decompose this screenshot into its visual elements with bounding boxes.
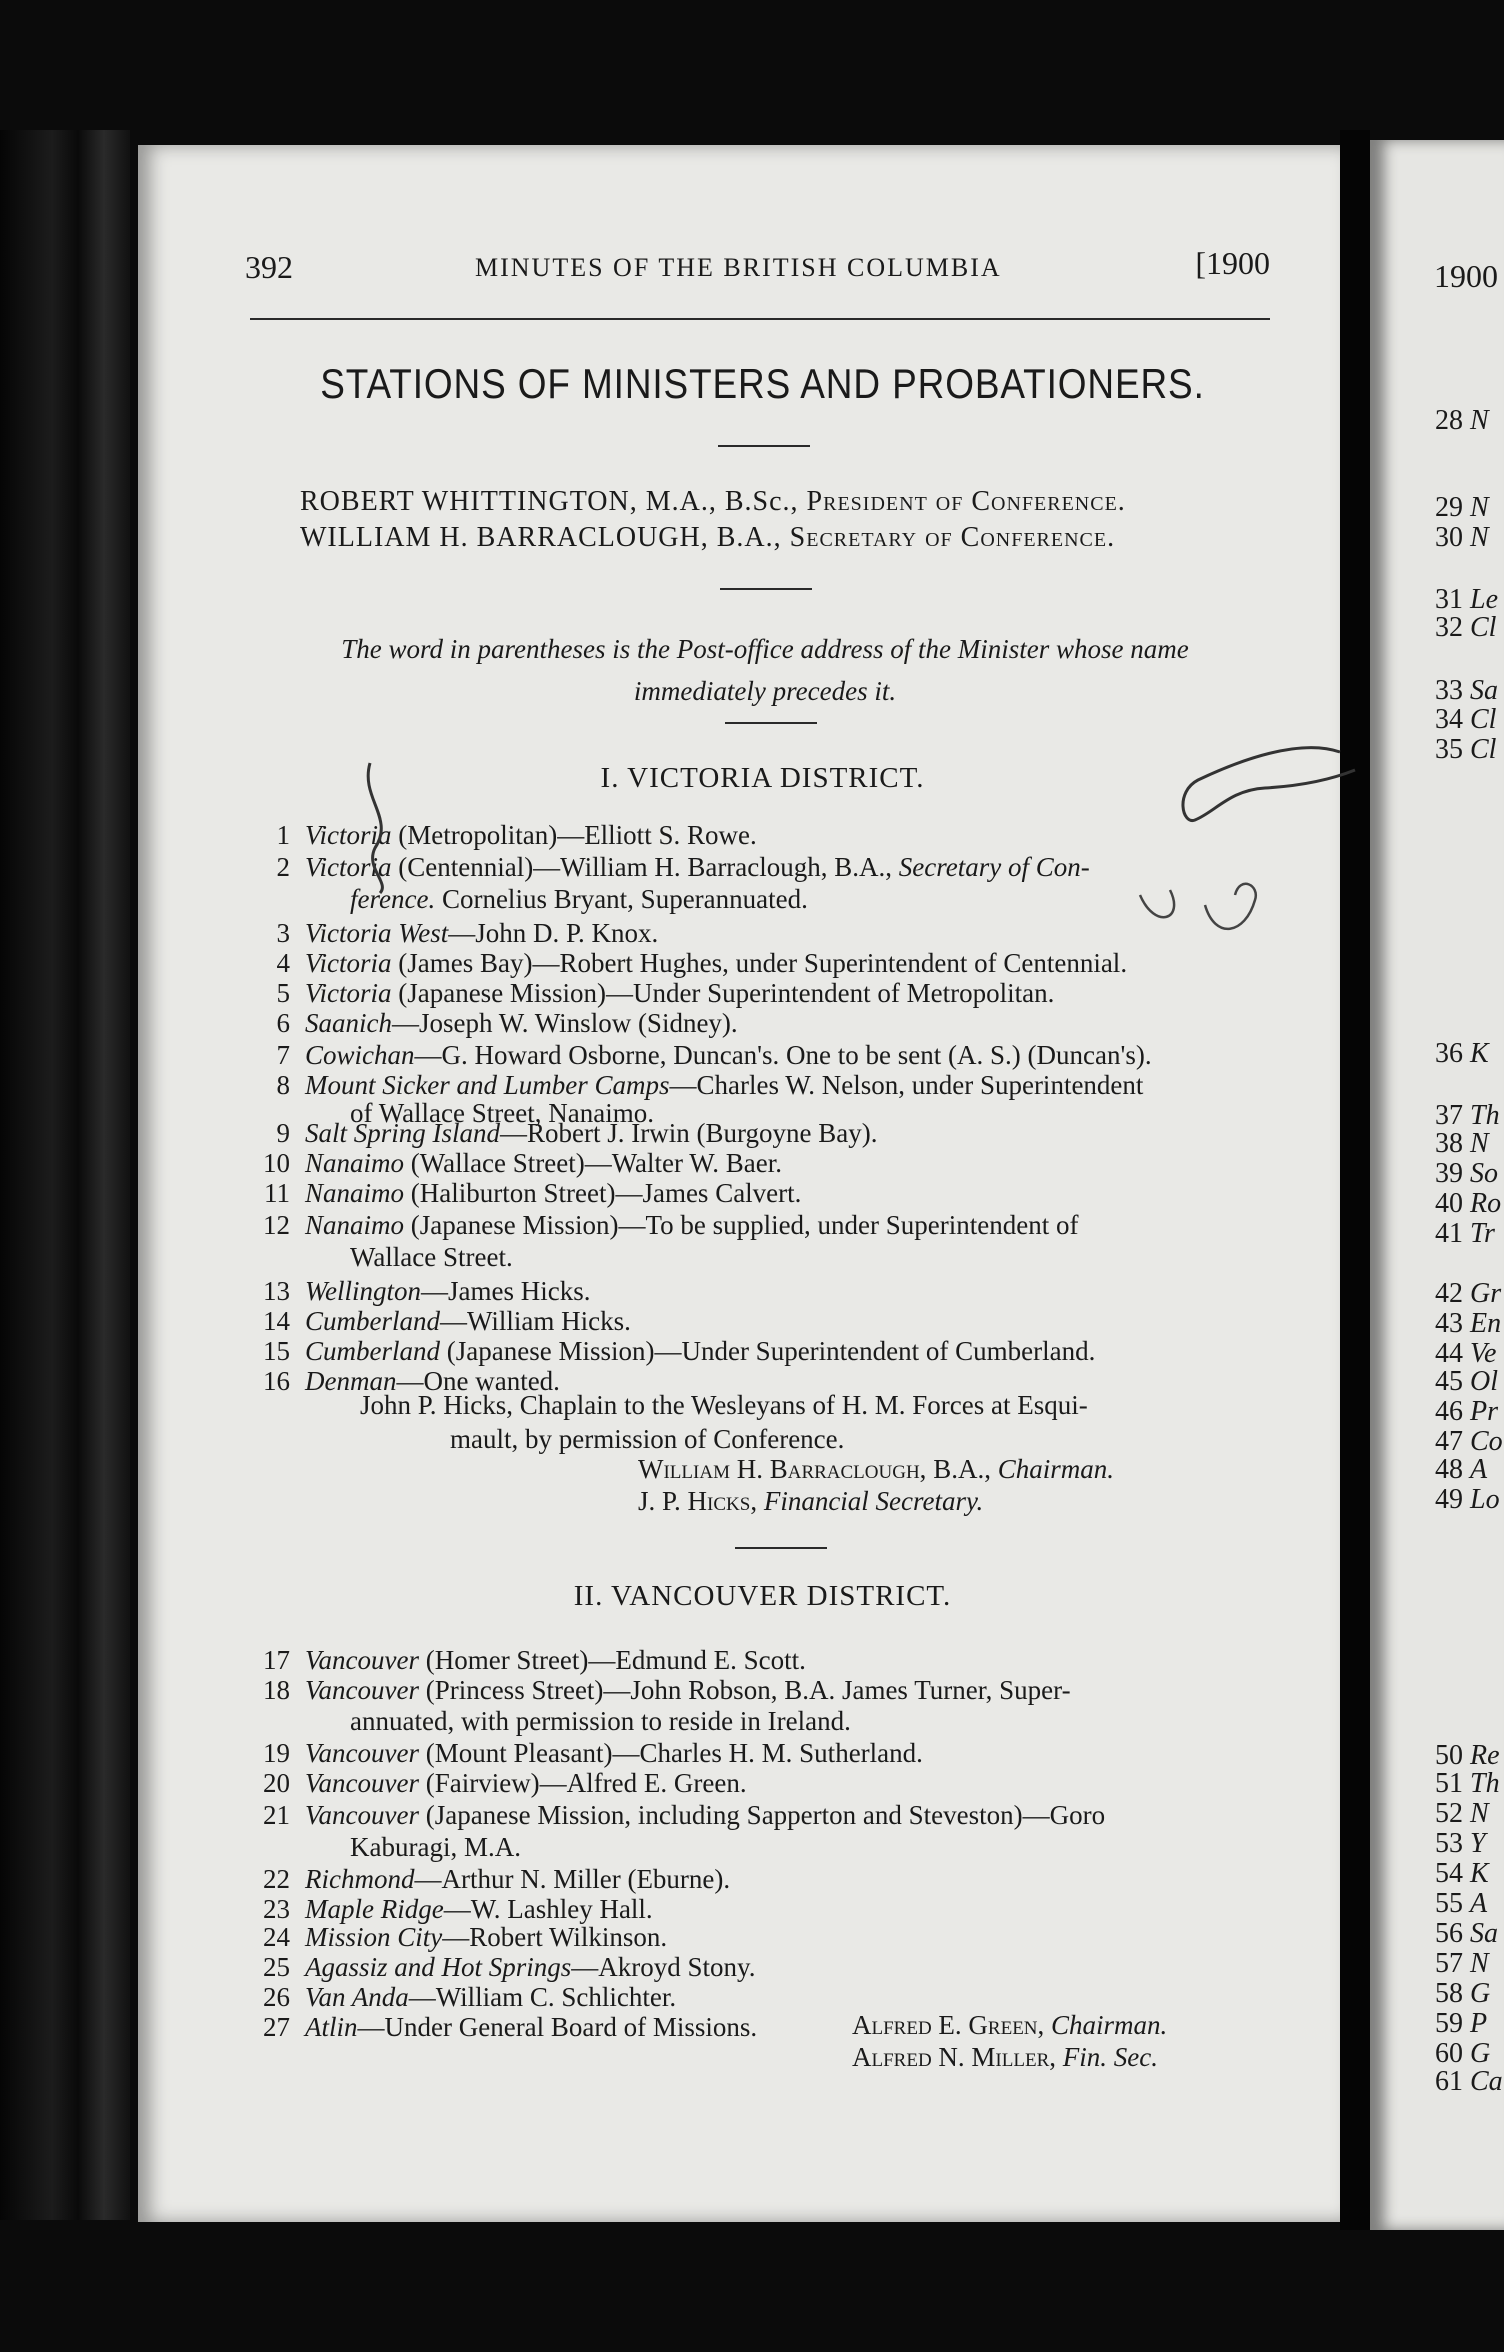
right-line-text: Pr bbox=[1470, 1396, 1498, 1427]
station-place: Cowichan bbox=[305, 1040, 415, 1070]
right-page-line bbox=[1435, 1278, 1501, 1310]
station-details: (Wallace Street)—Walter W. Baer. bbox=[404, 1148, 783, 1178]
station-details: —Robert Wilkinson. bbox=[442, 1922, 668, 1952]
divider-rule bbox=[718, 445, 810, 447]
right-line-text: Y bbox=[1470, 1828, 1486, 1859]
station-details: (Japanese Mission)—Under Superintendent of Cumberland. bbox=[440, 1336, 1096, 1366]
right-page-line bbox=[1435, 492, 1489, 524]
ink-scribble-mark bbox=[1135, 880, 1265, 960]
station-details: —W. Lashley Hall. bbox=[443, 1894, 653, 1924]
continuation-text: Kaburagi, M.A. bbox=[350, 1832, 521, 1862]
right-line-number: 34 bbox=[1435, 704, 1463, 735]
station-place: Van Anda bbox=[305, 1982, 409, 2012]
right-line-text: N bbox=[1470, 492, 1489, 523]
station-details: (Centennial)—William H. Barraclough, B.A., bbox=[391, 852, 899, 882]
right-line-number: 29 bbox=[1435, 492, 1463, 523]
station-text bbox=[305, 1306, 1305, 1336]
station-number: 15 bbox=[263, 1336, 290, 1366]
right-page-line bbox=[1435, 1768, 1500, 1800]
right-line-number: 31 bbox=[1435, 584, 1463, 615]
station-continuation bbox=[350, 1706, 851, 1736]
officer-secretary bbox=[300, 522, 1115, 554]
station-place: Vancouver bbox=[305, 1738, 419, 1768]
right-line-number: 35 bbox=[1435, 734, 1463, 765]
station-place: Richmond bbox=[305, 1864, 415, 1894]
station-details: (Japanese Mission)—Under Superintendent of Metropolitan. bbox=[391, 978, 1055, 1008]
station-text bbox=[305, 1800, 1305, 1830]
divider-rule bbox=[720, 588, 812, 590]
station-continuation bbox=[350, 1242, 513, 1272]
station-text bbox=[305, 1070, 1305, 1100]
station-number: 26 bbox=[263, 1982, 290, 2012]
station-details: —Robert J. Irwin (Burgoyne Bay). bbox=[500, 1118, 878, 1148]
address-note bbox=[255, 628, 1275, 712]
station-number: 17 bbox=[263, 1645, 290, 1675]
station-details: —Under General Board of Missions. bbox=[357, 2012, 758, 2042]
financial-secretary-signature bbox=[638, 1486, 983, 1517]
station-place: Cumberland bbox=[305, 1336, 440, 1366]
station-place: Victoria bbox=[305, 948, 392, 978]
right-line-text: Tr bbox=[1470, 1218, 1495, 1249]
station-text bbox=[305, 1118, 1305, 1148]
station-text bbox=[305, 1738, 1305, 1768]
right-line-text: En bbox=[1470, 1308, 1502, 1339]
station-text bbox=[305, 1336, 1305, 1366]
right-page-line bbox=[1435, 1038, 1489, 1070]
station-place: Wellington bbox=[305, 1276, 422, 1306]
station-text bbox=[305, 1178, 1305, 1208]
right-page-line bbox=[1435, 1828, 1486, 1860]
station-text bbox=[305, 1210, 1305, 1240]
right-line-text: Cl bbox=[1470, 734, 1497, 765]
right-page-line bbox=[1435, 1128, 1489, 1160]
right-line-number: 28 bbox=[1435, 405, 1463, 436]
station-number: 23 bbox=[263, 1894, 290, 1924]
station-text bbox=[305, 1148, 1305, 1178]
right-line-number: 57 bbox=[1435, 1948, 1463, 1979]
chaplain-note: John P. Hicks, Chaplain to the Wesleyans of H. M. Forces at Esqui- bbox=[360, 1390, 1088, 1420]
right-line-number: 59 bbox=[1435, 2008, 1463, 2039]
chairman-name: William H. Barraclough, bbox=[638, 1454, 927, 1484]
station-number: 7 bbox=[276, 1040, 290, 1070]
note-line: The word in parentheses is the Post-office address of the Minister whose name bbox=[341, 634, 1189, 664]
station-text bbox=[305, 1864, 1305, 1894]
right-page-line bbox=[1435, 1366, 1498, 1398]
right-page-header: 1900 bbox=[1434, 258, 1498, 294]
right-line-number: 43 bbox=[1435, 1308, 1463, 1339]
station-number: 8 bbox=[276, 1070, 290, 1100]
station-place: Saanich bbox=[305, 1008, 392, 1038]
station-number: 11 bbox=[264, 1178, 290, 1208]
right-line-text: A bbox=[1470, 1888, 1488, 1919]
officer-name: WILLIAM H. BARRACLOUGH, B.A., bbox=[300, 522, 782, 553]
right-page-line bbox=[1435, 675, 1498, 707]
right-line-text: G bbox=[1470, 1978, 1491, 2009]
continuation-text: Wallace Street. bbox=[350, 1242, 513, 1272]
station-place: Victoria bbox=[305, 852, 392, 882]
station-text bbox=[305, 1008, 1305, 1038]
station-number: 12 bbox=[263, 1210, 290, 1240]
continuation-text: annuated, with permission to reside in Ireland. bbox=[350, 1706, 851, 1736]
book-edge bbox=[0, 130, 130, 2220]
station-text bbox=[305, 1982, 1305, 2012]
right-page-line bbox=[1435, 612, 1496, 644]
page-title: STATIONS OF MINISTERS AND PROBATIONERS. bbox=[320, 360, 1205, 407]
right-line-number: 58 bbox=[1435, 1978, 1463, 2009]
right-line-text: Ve bbox=[1470, 1338, 1497, 1369]
right-page-line bbox=[1435, 704, 1496, 736]
right-page-line bbox=[1435, 2008, 1487, 2040]
right-line-number: 46 bbox=[1435, 1396, 1463, 1427]
station-number: 13 bbox=[263, 1276, 290, 1306]
right-page-line bbox=[1435, 1158, 1498, 1190]
station-details: (Fairview)—Alfred E. Green. bbox=[418, 1768, 747, 1798]
station-place: Cumberland bbox=[305, 1306, 440, 1336]
divider-rule bbox=[725, 722, 817, 724]
station-details: (Homer Street)—Edmund E. Scott. bbox=[418, 1645, 806, 1675]
right-page-line bbox=[1435, 1798, 1489, 1830]
right-line-text: Sa bbox=[1470, 675, 1498, 706]
right-line-text: Re bbox=[1470, 1740, 1500, 1771]
station-place: Vancouver bbox=[305, 1800, 419, 1830]
station-place: Mission City bbox=[305, 1922, 443, 1952]
station-number: 27 bbox=[263, 2012, 290, 2042]
right-line-text: Ol bbox=[1470, 1366, 1498, 1397]
right-line-number: 39 bbox=[1435, 1158, 1463, 1189]
right-line-text: Co bbox=[1470, 1426, 1503, 1457]
victoria-district-heading: I. VICTORIA DISTRICT. bbox=[600, 762, 925, 794]
right-page-line bbox=[1435, 1188, 1501, 1220]
right-line-number: 60 bbox=[1435, 2038, 1463, 2069]
right-line-text: G bbox=[1470, 2038, 1491, 2069]
station-place: Nanaimo bbox=[305, 1210, 405, 1240]
station-place: Nanaimo bbox=[305, 1148, 405, 1178]
chairman-signature bbox=[638, 1454, 1114, 1485]
ink-scribble-mark bbox=[1170, 740, 1360, 850]
station-text bbox=[305, 1040, 1305, 1070]
right-line-number: 44 bbox=[1435, 1338, 1463, 1369]
book-gutter bbox=[1340, 130, 1370, 2230]
station-details: (Haliburton Street)—James Calvert. bbox=[404, 1178, 802, 1208]
station-details-italic: Secretary of Con- bbox=[898, 852, 1090, 882]
station-details: (James Bay)—Robert Hughes, under Superintendent of Centennial. bbox=[391, 948, 1128, 978]
right-line-number: 55 bbox=[1435, 1888, 1463, 1919]
chairman-title: Chairman. bbox=[997, 1454, 1114, 1484]
right-page-line bbox=[1435, 1454, 1487, 1486]
note-line: immediately precedes it. bbox=[633, 676, 897, 706]
right-line-number: 50 bbox=[1435, 1740, 1463, 1771]
station-place: Mount Sicker and Lumber Camps bbox=[305, 1070, 670, 1100]
station-place: Maple Ridge bbox=[305, 1894, 444, 1924]
vancouver-district-heading: II. VANCOUVER DISTRICT. bbox=[573, 1580, 952, 1612]
station-place: Vancouver bbox=[305, 1645, 419, 1675]
station-number: 5 bbox=[276, 978, 290, 1008]
station-details: —Arthur N. Miller (Eburne). bbox=[414, 1864, 731, 1894]
right-line-number: 37 bbox=[1435, 1100, 1463, 1131]
running-title: MINUTES OF THE BRITISH COLUMBIA bbox=[475, 253, 1002, 282]
right-line-text: So bbox=[1470, 1158, 1498, 1189]
right-line-text: N bbox=[1470, 1128, 1489, 1159]
fin-title: Fin. Sec. bbox=[1062, 2042, 1158, 2072]
right-line-number: 32 bbox=[1435, 612, 1463, 643]
continuation-italic: ference. bbox=[350, 884, 436, 914]
right-page-line bbox=[1435, 522, 1489, 554]
right-line-number: 36 bbox=[1435, 1038, 1463, 1069]
station-number: 16 bbox=[263, 1366, 290, 1396]
station-text bbox=[305, 1645, 1305, 1675]
right-line-text: N bbox=[1470, 1798, 1489, 1829]
continuation-text: Cornelius Bryant, Superannuated. bbox=[435, 884, 808, 914]
station-details: (Princess Street)—John Robson, B.A. James Turner, Super- bbox=[418, 1675, 1071, 1705]
right-line-text: K bbox=[1470, 1038, 1489, 1069]
station-place: Victoria bbox=[305, 978, 392, 1008]
right-page-line bbox=[1435, 1918, 1498, 1950]
right-line-text: Le bbox=[1470, 584, 1498, 615]
station-number: 22 bbox=[263, 1864, 290, 1894]
station-text bbox=[305, 852, 1305, 882]
right-line-number: 33 bbox=[1435, 675, 1463, 706]
right-page-line bbox=[1435, 1888, 1487, 1920]
right-line-number: 56 bbox=[1435, 1918, 1463, 1949]
right-line-text: N bbox=[1470, 522, 1489, 553]
officer-office: President of Conference. bbox=[806, 486, 1126, 517]
right-page-line bbox=[1435, 1484, 1500, 1516]
vancouver-chairman-signature bbox=[852, 2010, 1167, 2041]
right-page-line bbox=[1435, 1308, 1501, 1340]
station-number: 10 bbox=[263, 1148, 290, 1178]
station-details: —William Hicks. bbox=[440, 1306, 631, 1336]
right-line-text: Cl bbox=[1470, 612, 1497, 643]
station-number: 19 bbox=[263, 1738, 290, 1768]
right-line-number: 53 bbox=[1435, 1828, 1463, 1859]
station-details: —One wanted. bbox=[396, 1366, 560, 1396]
right-line-text: Th bbox=[1470, 1768, 1500, 1799]
right-line-text: Sa bbox=[1470, 1918, 1498, 1949]
station-text bbox=[305, 820, 1305, 850]
page-number: 392 bbox=[245, 249, 293, 285]
station-number: 1 bbox=[276, 820, 290, 850]
station-place: Victoria bbox=[305, 820, 392, 850]
right-line-text: P bbox=[1470, 2008, 1488, 2039]
right-line-text: Ro bbox=[1470, 1188, 1502, 1219]
station-number: 14 bbox=[263, 1306, 290, 1336]
ink-scribble-mark bbox=[340, 758, 420, 898]
station-details: —James Hicks. bbox=[421, 1276, 591, 1306]
right-line-number: 30 bbox=[1435, 522, 1463, 553]
station-text bbox=[305, 978, 1305, 1008]
fin-name: Alfred N. Miller, bbox=[852, 2042, 1056, 2072]
fin-name: J. P. Hicks, bbox=[638, 1486, 758, 1516]
station-number: 24 bbox=[263, 1922, 290, 1952]
station-place: Salt Spring Island bbox=[305, 1118, 501, 1148]
station-details: (Mount Pleasant)—Charles H. M. Sutherland. bbox=[418, 1738, 923, 1768]
station-details: —Akroyd Stony. bbox=[571, 1952, 756, 1982]
right-line-text: Gr bbox=[1470, 1278, 1502, 1309]
station-place: Agassiz and Hot Springs bbox=[305, 1952, 572, 1982]
right-line-number: 52 bbox=[1435, 1798, 1463, 1829]
right-line-number: 51 bbox=[1435, 1768, 1463, 1799]
right-line-number: 38 bbox=[1435, 1128, 1463, 1159]
station-details: (Metropolitan)—Elliott S. Rowe. bbox=[391, 820, 757, 850]
right-page-line bbox=[1435, 1858, 1489, 1890]
station-text bbox=[305, 1952, 1305, 1982]
running-header bbox=[245, 245, 1270, 289]
right-line-text: Ca bbox=[1470, 2066, 1503, 2097]
station-place: Vancouver bbox=[305, 1768, 419, 1798]
chairman-degree: B.A., bbox=[926, 1454, 998, 1484]
right-line-number: 41 bbox=[1435, 1218, 1463, 1249]
station-number: 3 bbox=[276, 918, 290, 948]
station-place: Nanaimo bbox=[305, 1178, 405, 1208]
continuation-text: of Wallace Street, Nanaimo. bbox=[350, 1098, 654, 1128]
station-details: —William C. Schlichter. bbox=[408, 1982, 677, 2012]
right-line-number: 45 bbox=[1435, 1366, 1463, 1397]
station-number: 2 bbox=[276, 852, 290, 882]
station-number: 18 bbox=[263, 1675, 290, 1705]
header-year: [1900 bbox=[1195, 245, 1270, 281]
right-line-text: Cl bbox=[1470, 704, 1497, 735]
right-line-text: N bbox=[1470, 405, 1489, 436]
chaplain-note-cont: mault, by permission of Conference. bbox=[450, 1424, 845, 1454]
right-line-number: 47 bbox=[1435, 1426, 1463, 1457]
right-line-number: 42 bbox=[1435, 1278, 1463, 1309]
chairman-name: Alfred E. Green, bbox=[852, 2010, 1045, 2040]
right-page-line bbox=[1435, 1396, 1498, 1428]
header-rule bbox=[250, 318, 1270, 320]
right-page-line bbox=[1435, 2066, 1503, 2098]
station-number: 4 bbox=[276, 948, 290, 978]
station-place: Denman bbox=[305, 1366, 397, 1396]
station-details: —Joseph W. Winslow (Sidney). bbox=[392, 1008, 738, 1038]
officer-president bbox=[300, 486, 1126, 518]
right-line-number: 40 bbox=[1435, 1188, 1463, 1219]
station-number: 25 bbox=[263, 1952, 290, 1982]
station-number: 20 bbox=[263, 1768, 290, 1798]
station-continuation bbox=[350, 1832, 521, 1862]
vancouver-fin-signature bbox=[852, 2042, 1158, 2073]
station-text bbox=[305, 1922, 1305, 1952]
right-line-text: N bbox=[1470, 1948, 1489, 1979]
station-number: 9 bbox=[276, 1118, 290, 1148]
right-line-number: 54 bbox=[1435, 1858, 1463, 1889]
divider-rule bbox=[735, 1547, 827, 1549]
officer-name: ROBERT WHITTINGTON, M.A., B.Sc., bbox=[300, 486, 799, 517]
station-details: (Japanese Mission)—To be supplied, under Superintendent of bbox=[404, 1210, 1079, 1240]
right-page-line bbox=[1435, 734, 1496, 766]
station-details: —G. Howard Osborne, Duncan's. One to be sent (A. S.) (Duncan's). bbox=[414, 1040, 1152, 1070]
right-line-text: Lo bbox=[1470, 1484, 1500, 1515]
station-details: —John D. P. Knox. bbox=[448, 918, 659, 948]
right-line-text: Th bbox=[1470, 1100, 1500, 1131]
station-place: Atlin bbox=[305, 2012, 358, 2042]
right-line-number: 61 bbox=[1435, 2066, 1463, 2097]
station-place: Vancouver bbox=[305, 1675, 419, 1705]
right-page-line bbox=[1435, 1978, 1490, 2010]
station-text bbox=[305, 1675, 1305, 1705]
station-number: 21 bbox=[263, 1800, 290, 1830]
station-text bbox=[305, 1894, 1305, 1924]
fin-title: Financial Secretary. bbox=[763, 1486, 984, 1516]
officer-office: Secretary of Conference. bbox=[789, 522, 1116, 553]
right-line-number: 49 bbox=[1435, 1484, 1463, 1515]
right-page-line bbox=[1435, 1948, 1489, 1980]
station-details: —Charles W. Nelson, under Superintendent bbox=[669, 1070, 1144, 1100]
right-page-line bbox=[1435, 1218, 1495, 1250]
right-line-number: 48 bbox=[1435, 1454, 1463, 1485]
right-line-text: A bbox=[1470, 1454, 1488, 1485]
right-line-text: K bbox=[1470, 1858, 1489, 1889]
right-page-line bbox=[1435, 405, 1489, 437]
station-number: 6 bbox=[276, 1008, 290, 1038]
station-place: Victoria West bbox=[305, 918, 449, 948]
station-text bbox=[305, 1276, 1305, 1306]
chairman-title: Chairman. bbox=[1051, 2010, 1168, 2040]
station-text bbox=[305, 1768, 1305, 1798]
station-details: (Japanese Mission, including Sapperton and Steveston)—Goro bbox=[418, 1800, 1106, 1830]
